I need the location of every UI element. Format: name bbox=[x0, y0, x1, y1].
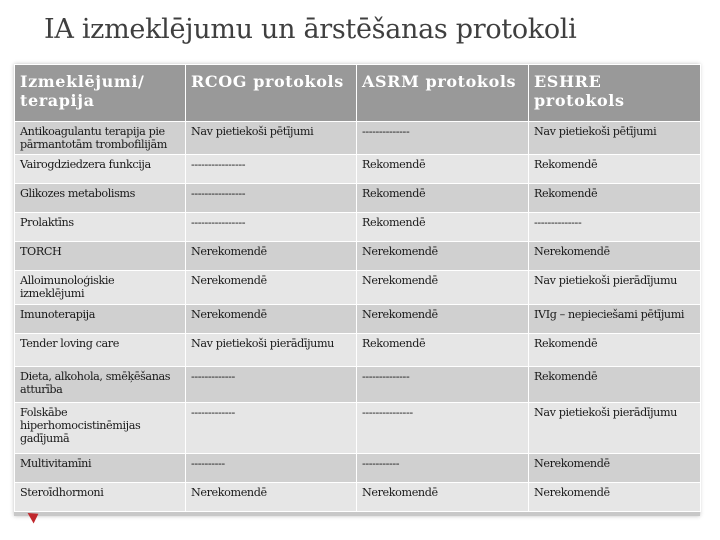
cell-eshre: Nav pietiekoši pierādījumu bbox=[529, 271, 701, 305]
header-examinations: Izmeklējumi/ terapija bbox=[15, 65, 186, 122]
table-header-row bbox=[15, 65, 701, 122]
cell-asrm: Rekomendē bbox=[357, 184, 529, 213]
header-asrm: ASRM protokols bbox=[357, 65, 529, 122]
page-title: IA izmeklējumu un ārstēšanas protokoli bbox=[44, 14, 577, 45]
table-row bbox=[15, 155, 701, 184]
table-row bbox=[15, 213, 701, 242]
cell-eshre: -------------- bbox=[529, 213, 701, 242]
cell-item: Tender loving care bbox=[15, 334, 186, 367]
table-row bbox=[15, 483, 701, 512]
protocol-table bbox=[14, 64, 701, 512]
cell-item: TORCH bbox=[15, 242, 186, 271]
cell-asrm: --------------- bbox=[357, 403, 529, 454]
cell-rcog: ---------------- bbox=[186, 155, 357, 184]
header-eshre: ESHRE protokols bbox=[529, 65, 701, 122]
cell-rcog: Nerekomendē bbox=[186, 242, 357, 271]
cell-asrm: Nerekomendē bbox=[357, 305, 529, 334]
cell-eshre: Rekomendē bbox=[529, 367, 701, 403]
table-row bbox=[15, 242, 701, 271]
cell-item: Vairogdziedzera funkcija bbox=[15, 155, 186, 184]
cell-rcog: ---------- bbox=[186, 454, 357, 483]
cell-item: Glikozes metabolisms bbox=[15, 184, 186, 213]
cell-item: Dieta, alkohola, smēķēšanas atturība bbox=[15, 367, 186, 403]
table-row bbox=[15, 184, 701, 213]
cell-asrm: Nerekomendē bbox=[357, 271, 529, 305]
table-row bbox=[15, 305, 701, 334]
cell-eshre: IVIg – nepieciešami pētījumi bbox=[529, 305, 701, 334]
table-row bbox=[15, 271, 701, 305]
table-row bbox=[15, 122, 701, 155]
cell-rcog: Nav pietiekoši pētījumi bbox=[186, 122, 357, 155]
header-rcog: RCOG protokols bbox=[186, 65, 357, 122]
table-row bbox=[15, 367, 701, 403]
cell-item: Steroīdhormoni bbox=[15, 483, 186, 512]
cell-eshre: Rekomendē bbox=[529, 184, 701, 213]
cell-eshre: Nerekomendē bbox=[529, 454, 701, 483]
cell-rcog: Nerekomendē bbox=[186, 483, 357, 512]
cell-item: Folskābe hiperhomocistinēmijas gadījumā bbox=[15, 403, 186, 454]
cell-asrm: Nerekomendē bbox=[357, 483, 529, 512]
cell-rcog: ------------- bbox=[186, 367, 357, 403]
cell-item: Imunoterapija bbox=[15, 305, 186, 334]
table-row bbox=[15, 334, 701, 367]
cell-asrm: Rekomendē bbox=[357, 334, 529, 367]
top-rule bbox=[0, 0, 720, 6]
cell-item: Multivitamīni bbox=[15, 454, 186, 483]
cell-asrm: ----------- bbox=[357, 454, 529, 483]
cell-eshre: Nav pietiekoši pētījumi bbox=[529, 122, 701, 155]
cell-asrm: -------------- bbox=[357, 122, 529, 155]
cell-eshre: Rekomendē bbox=[529, 334, 701, 367]
cell-asrm: -------------- bbox=[357, 367, 529, 403]
cell-eshre: Nerekomendē bbox=[529, 483, 701, 512]
cell-rcog: Nerekomendē bbox=[186, 271, 357, 305]
protocol-table-container bbox=[14, 64, 700, 516]
cell-eshre: Rekomendē bbox=[529, 155, 701, 184]
cell-rcog: ------------- bbox=[186, 403, 357, 454]
table-row bbox=[15, 454, 701, 483]
table-row bbox=[15, 403, 701, 454]
cell-rcog: ---------------- bbox=[186, 184, 357, 213]
cell-asrm: Rekomendē bbox=[357, 155, 529, 184]
cell-eshre: Nerekomendē bbox=[529, 242, 701, 271]
cell-item: Prolaktīns bbox=[15, 213, 186, 242]
cell-item: Alloimunoloģiskie izmeklējumi bbox=[15, 271, 186, 305]
cell-eshre: Nav pietiekoši pierādījumu bbox=[529, 403, 701, 454]
cell-item: Antikoagulantu terapija pie pārmantotām trombofilijām bbox=[15, 122, 186, 155]
cell-rcog: Nerekomendē bbox=[186, 305, 357, 334]
cell-rcog: ---------------- bbox=[186, 213, 357, 242]
cell-asrm: Nerekomendē bbox=[357, 242, 529, 271]
cell-asrm: Rekomendē bbox=[357, 213, 529, 242]
cell-rcog: Nav pietiekoši pierādījumu bbox=[186, 334, 357, 367]
